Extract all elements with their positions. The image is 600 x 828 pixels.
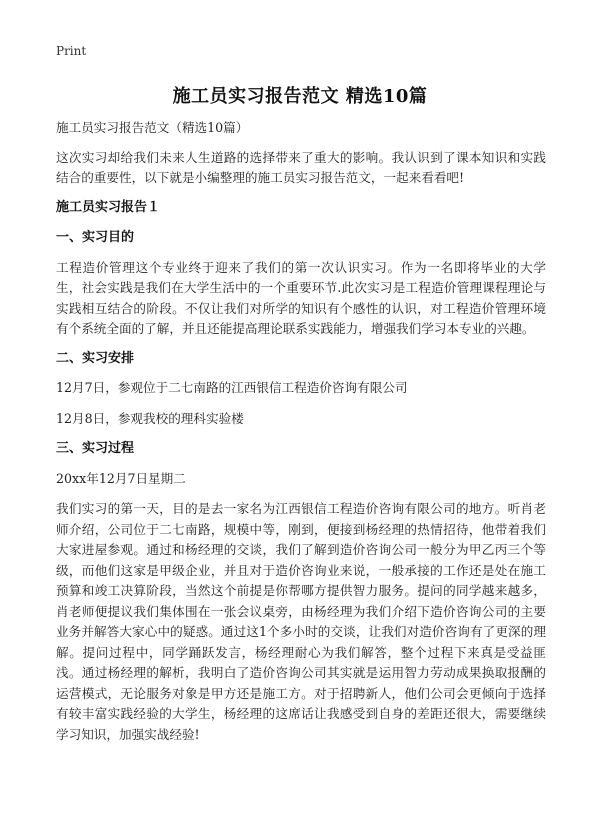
document-subtitle: 施工员实习报告范文（精选10篇） (56, 120, 249, 135)
document-body (56, 118, 546, 754)
section-body-process: 我们实习的第一天，目的是去一家名为江西银信工程造价咨询有限公司的地方。听肖老师介绍，公司位于二七南路，规模中等，刚到，便接到杨经理的热情招待，他带着我们大家进屋参观。通过和杨经理的交谈，我们了解到造价咨询公司一般分为甲乙丙三个等级，而他们这家是甲级企业，并且对于造价咨询业来说，一般承接的工作还是处在施工预算和竣工决算阶段，当然这个前提是你帮哪方提供智力服务。提问的同学越来越多，肖老师便提议我们集体围在一张会议桌旁，由杨经理为我们介绍下造价咨询公司的主要业务并解答大家心中的疑惑。通过这1个多小时的交谈，让我们对造价咨询有了更深的理解。提问过程中，同学踊跃发言，杨经理耐心为我们解答，整个过程下来真是受益匪浅。通过杨经理的解析，我明白了造价咨询公司其实就是运用智力劳动成果换取报酬的运营模式，无论服务对象是甲方还是施工方。对于招聘新人，他们公司会更倾向于选择有较丰富实践经验的大学生，杨经理的这席话让我感受到自身的差距还很大，需要继续学习知识，加强实战经验! (56, 501, 546, 742)
page-title: 施工员实习报告范文 精选10篇 (172, 86, 428, 107)
section-body-purpose: 工程造价管理这个专业终于迎来了我们的第一次认识实习。作为一名即将毕业的大学生，社会实践是我们在大学生活中的一个重要环节.此次实习是工程造价管理课程理论与实践相互结合的阶段。不仅让我们对所学的知识有个感性的认识，对工程造价管理环境有个系统全面的了解，并且还能提高理论联系实践能力，增强我们学习本专业的兴趣。 (56, 259, 546, 336)
section-heading-process: 三、实习过程 (56, 441, 135, 456)
report-heading: 施工员实习报告１ (56, 199, 161, 215)
section-heading-schedule: 二、实习安排 (56, 350, 135, 366)
schedule-item: 12月7日，参观位于二七南路的江西银信工程造价咨询有限公司 (56, 380, 408, 395)
intro-paragraph: 这次实习却给我们未来人生道路的选择带来了重大的影响。我认识到了课本知识和实践结合的重要性，以下就是小编整理的施工员实习报告范文，一起来看看吧! (56, 149, 546, 185)
print-link[interactable]: Print (56, 44, 87, 58)
section-heading-purpose: 一、实习目的 (56, 230, 135, 245)
schedule-item: 12月8日，参观我校的理科实验楼 (56, 410, 244, 426)
process-date-line: 20xx年12月7日星期二 (56, 470, 186, 486)
